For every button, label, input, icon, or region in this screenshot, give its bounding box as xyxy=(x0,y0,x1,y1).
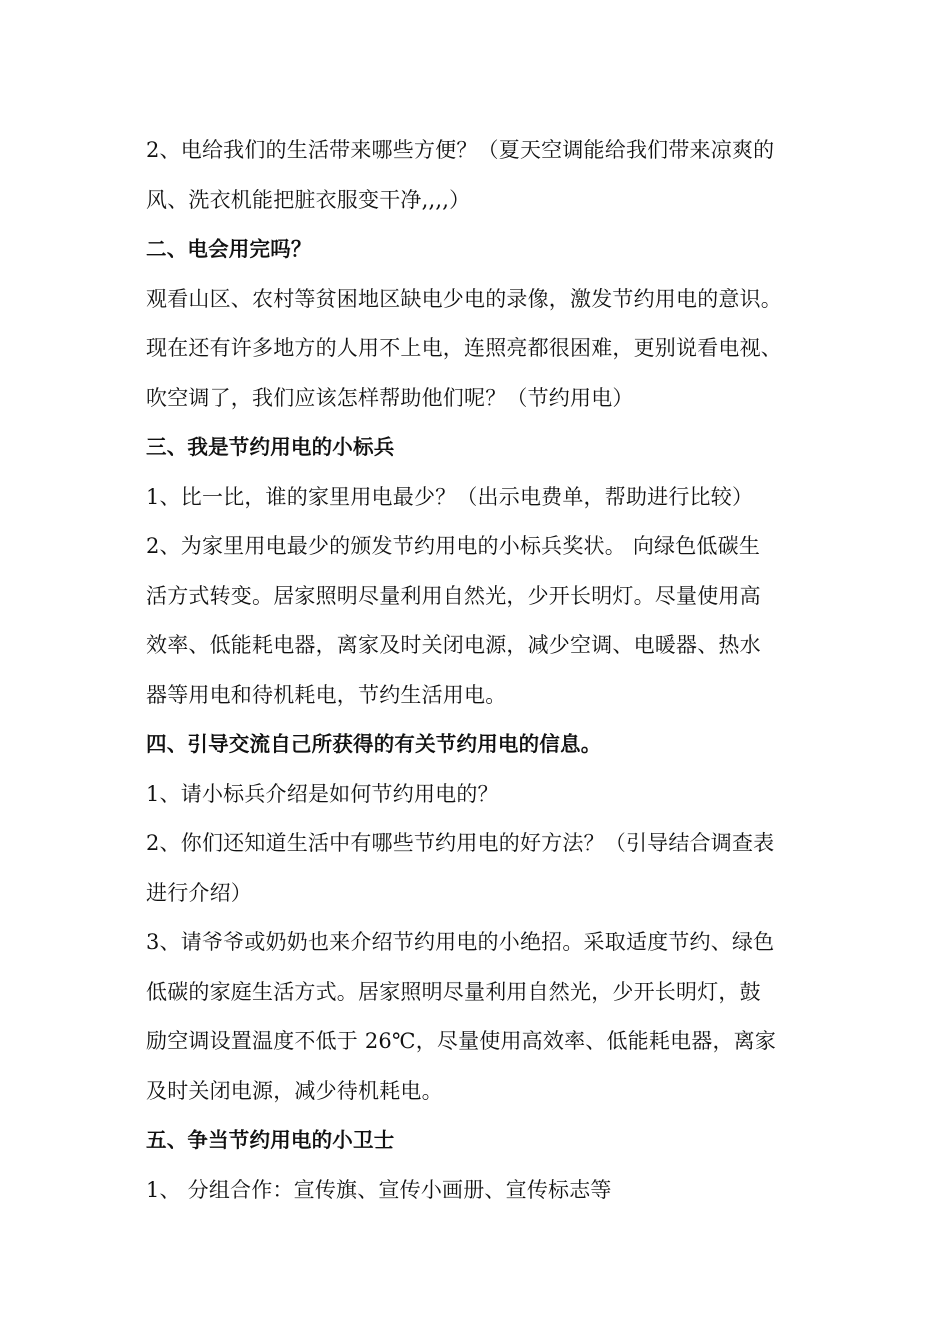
text-line: 1、 分组合作：宣传旗、宣传小画册、宣传标志等 xyxy=(146,1177,612,1202)
text-line: 励空调设置温度不低于 26℃，尽量使用高效率、低能耗电器，离家 xyxy=(146,1029,777,1053)
document-page xyxy=(146,126,816,1215)
section-heading: 四、引导交流自己所获得的有关节约用电的信息。 xyxy=(146,732,602,756)
text-line: 活方式转变。居家照明尽量利用自然光，少开长明灯。尽量使用高 xyxy=(146,583,761,608)
text-line: 风、洗衣机能把脏衣服变干净,,,,） xyxy=(146,187,471,212)
text-line: 2、为家里用电最少的颁发节约用电的小标兵奖状。 向绿色低碳生 xyxy=(146,534,761,558)
text-line: 器等用电和待机耗电，节约生活用电。 xyxy=(146,682,507,707)
section-heading: 五、争当节约用电的小卫士 xyxy=(146,1128,395,1152)
text-line: 及时关闭电源，减少待机耗电。 xyxy=(146,1078,443,1103)
text-line: 低碳的家庭生活方式。居家照明尽量利用自然光，少开长明灯，鼓 xyxy=(146,979,761,1004)
text-line: 3、请爷爷或奶奶也来介绍节约用电的小绝招。采取适度节约、绿色 xyxy=(146,930,775,954)
text-line: 1、比一比，谁的家里用电最少？（出示电费单，帮助进行比较） xyxy=(146,484,754,509)
text-line: 现在还有许多地方的人用不上电，连照亮都很困难，更别说看电视、 xyxy=(146,336,782,360)
text-line: 效率、低能耗电器，离家及时关闭电源，减少空调、电暖器、热水 xyxy=(146,633,761,657)
text-line: 2、电给我们的生活带来哪些方便？（夏天空调能给我们带来凉爽的 xyxy=(146,138,775,162)
text-line: 1、请小标兵介绍是如何节约用电的？ xyxy=(146,781,499,806)
text-line: 进行介绍） xyxy=(146,880,252,905)
section-heading: 二、电会用完吗？ xyxy=(146,237,312,261)
text-line: 2、你们还知道生活中有哪些节约用电的好方法？（引导结合调查表 xyxy=(146,831,775,855)
section-heading: 三、我是节约用电的小标兵 xyxy=(146,435,395,459)
text-line: 吹空调了，我们应该怎样帮助他们呢？（节约用电） xyxy=(146,385,634,410)
text-line: 观看山区、农村等贫困地区缺电少电的录像，激发节约用电的意识。 xyxy=(146,286,782,311)
